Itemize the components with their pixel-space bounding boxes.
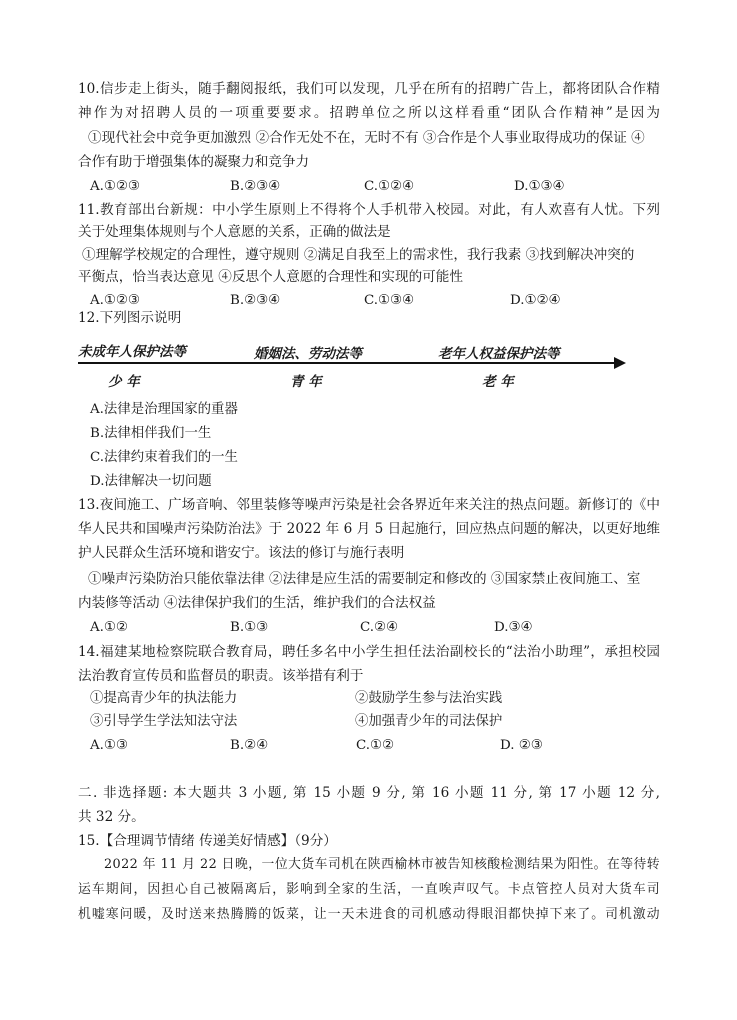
- q13-stem-line1: 13.夜间施工、广场音响、邻里装修等噪声污染是社会各界近年来关注的热点问题。新修订的《中: [78, 497, 660, 513]
- q10-option-b: B.②③④: [230, 179, 281, 194]
- q14-item-3: ③引导学生学法知法守法: [90, 714, 238, 729]
- q12-option-c: C.法律约束着我们的一生: [90, 450, 238, 465]
- q13-choices-line2: 内装修等活动 ④法律保护我们的生活，维护我们的合法权益: [78, 595, 436, 611]
- q11-choices-line2: 平衡点，恰当表达意见 ④反思个人意愿的合理性和实现的可能性: [78, 269, 463, 285]
- q11-stem-line1: 11.教育部出台新规：中小学生原则上不得将个人手机带入校园。对此，有人欢喜有人忧。下列: [78, 202, 660, 218]
- timeline-law-marriage-labor: 婚姻法、劳动法等: [254, 346, 362, 362]
- q15-title: 15.【合理调节情绪 传递美好情感】（9分）: [78, 833, 337, 849]
- timeline-law-minor: 未成年人保护法等: [78, 344, 186, 360]
- q15-passage-line3: 机嘘寒问暖，及时送来热腾腾的饭菜，让一天未进食的司机感动得眼泪都快掉下来了。司机激动: [78, 907, 660, 922]
- q12-option-d: D.法律解决一切问题: [90, 474, 212, 489]
- q14-stem-line1: 14.福建某地检察院联合教育局，聘任多名中小学生担任法治副校长的“法治小助理”，承担校园: [78, 644, 660, 660]
- timeline-law-elderly: 老年人权益保护法等: [438, 346, 560, 362]
- q10-stem-line2: 神作为对招聘人员的一项重要要求。招聘单位之所以这样看重“团队合作精神”是因为: [78, 105, 660, 121]
- timeline-stage-youth: 少 年: [108, 374, 140, 390]
- q15-passage-line2: 运车期间，因担心自己被隔离后，影响到全家的生活，一直唉声叹气。卡点管控人员对大货车司: [78, 882, 660, 897]
- timeline-arrow-icon: [614, 357, 626, 369]
- q11-option-b: B.②③④: [230, 293, 281, 308]
- q10-option-a: A.①②③: [90, 179, 140, 194]
- q15-passage-line1: 2022 年 11 月 22 日晚，一位大货车司机在陕西榆林市被告知核酸检测结果为阳性。在等待转: [104, 857, 660, 872]
- q10-option-d: D.①③④: [514, 179, 565, 194]
- section2-heading-line1: 二. 非选择题: 本大题共 3 小题, 第 15 小题 9 分, 第 16 小题 11 分, 第 17 小题 12 分,: [78, 785, 660, 801]
- q14-option-b: B.②④: [230, 738, 269, 753]
- q10-choices-line2: 合作有助于增强集体的凝聚力和竞争力: [78, 154, 310, 170]
- q13-choices-line1: ①噪声污染防治只能依靠法律 ②法律是应生活的需要制定和修改的 ③国家禁止夜间施工、室: [88, 571, 641, 587]
- q14-option-d: D. ②③: [500, 738, 543, 753]
- q11-option-d: D.①②④: [510, 293, 561, 308]
- q12-option-b: B.法律相伴我们一生: [90, 426, 212, 441]
- q14-option-c: C.①②: [356, 738, 395, 753]
- q10-choices-line1: ①现代社会中竞争更加激烈 ②合作无处不在，无时不有 ③合作是个人事业取得成功的保证 ④: [88, 130, 645, 146]
- q11-choices-line1: ①理解学校规定的合理性，遵守规则 ②满足自我至上的需求性，我行我素 ③找到解决冲突的: [82, 247, 635, 263]
- q13-option-d: D.③④: [494, 620, 533, 635]
- life-law-timeline: [78, 340, 628, 396]
- q10-stem-line1: 10.信步走上街头，随手翻阅报纸，我们可以发现，几乎在所有的招聘广告上，都将团队合作精: [78, 81, 660, 97]
- q11-option-a: A.①②③: [90, 293, 140, 308]
- q13-stem-line2: 华人民共和国噪声污染防治法》于 2022 年 6 月 5 日起施行，回应热点问题的解决，以更好地维: [78, 521, 660, 537]
- q10-option-c: C.①②④: [364, 179, 415, 194]
- q13-option-b: B.①③: [230, 620, 269, 635]
- q12-option-a: A.法律是治理国家的重器: [90, 402, 238, 417]
- q14-option-a: A.①③: [90, 738, 128, 753]
- q11-stem-line2: 关于处理集体规则与个人意愿的关系，正确的做法是: [78, 224, 391, 240]
- q13-option-c: C.②④: [360, 620, 399, 635]
- q14-item-4: ④加强青少年的司法保护: [355, 714, 503, 729]
- q14-item-2: ②鼓励学生参与法治实践: [355, 691, 503, 706]
- q12-stem: 12.下列图示说明: [78, 310, 182, 326]
- timeline-stage-old-age: 老 年: [482, 374, 514, 390]
- q13-option-a: A.①②: [90, 620, 128, 635]
- q14-item-1: ①提高青少年的执法能力: [90, 691, 238, 706]
- timeline-stage-young-adult: 青 年: [290, 374, 322, 390]
- q14-stem-line2: 法治教育宣传员和监督员的职责。该举措有利于: [78, 668, 364, 684]
- q11-option-c: C.①③④: [364, 293, 415, 308]
- q13-stem-line3: 护人民群众生活环境和谐安宁。该法的修订与施行表明: [78, 545, 405, 561]
- timeline-axis: [78, 362, 618, 364]
- section2-heading-line2: 共 32 分。: [78, 809, 145, 825]
